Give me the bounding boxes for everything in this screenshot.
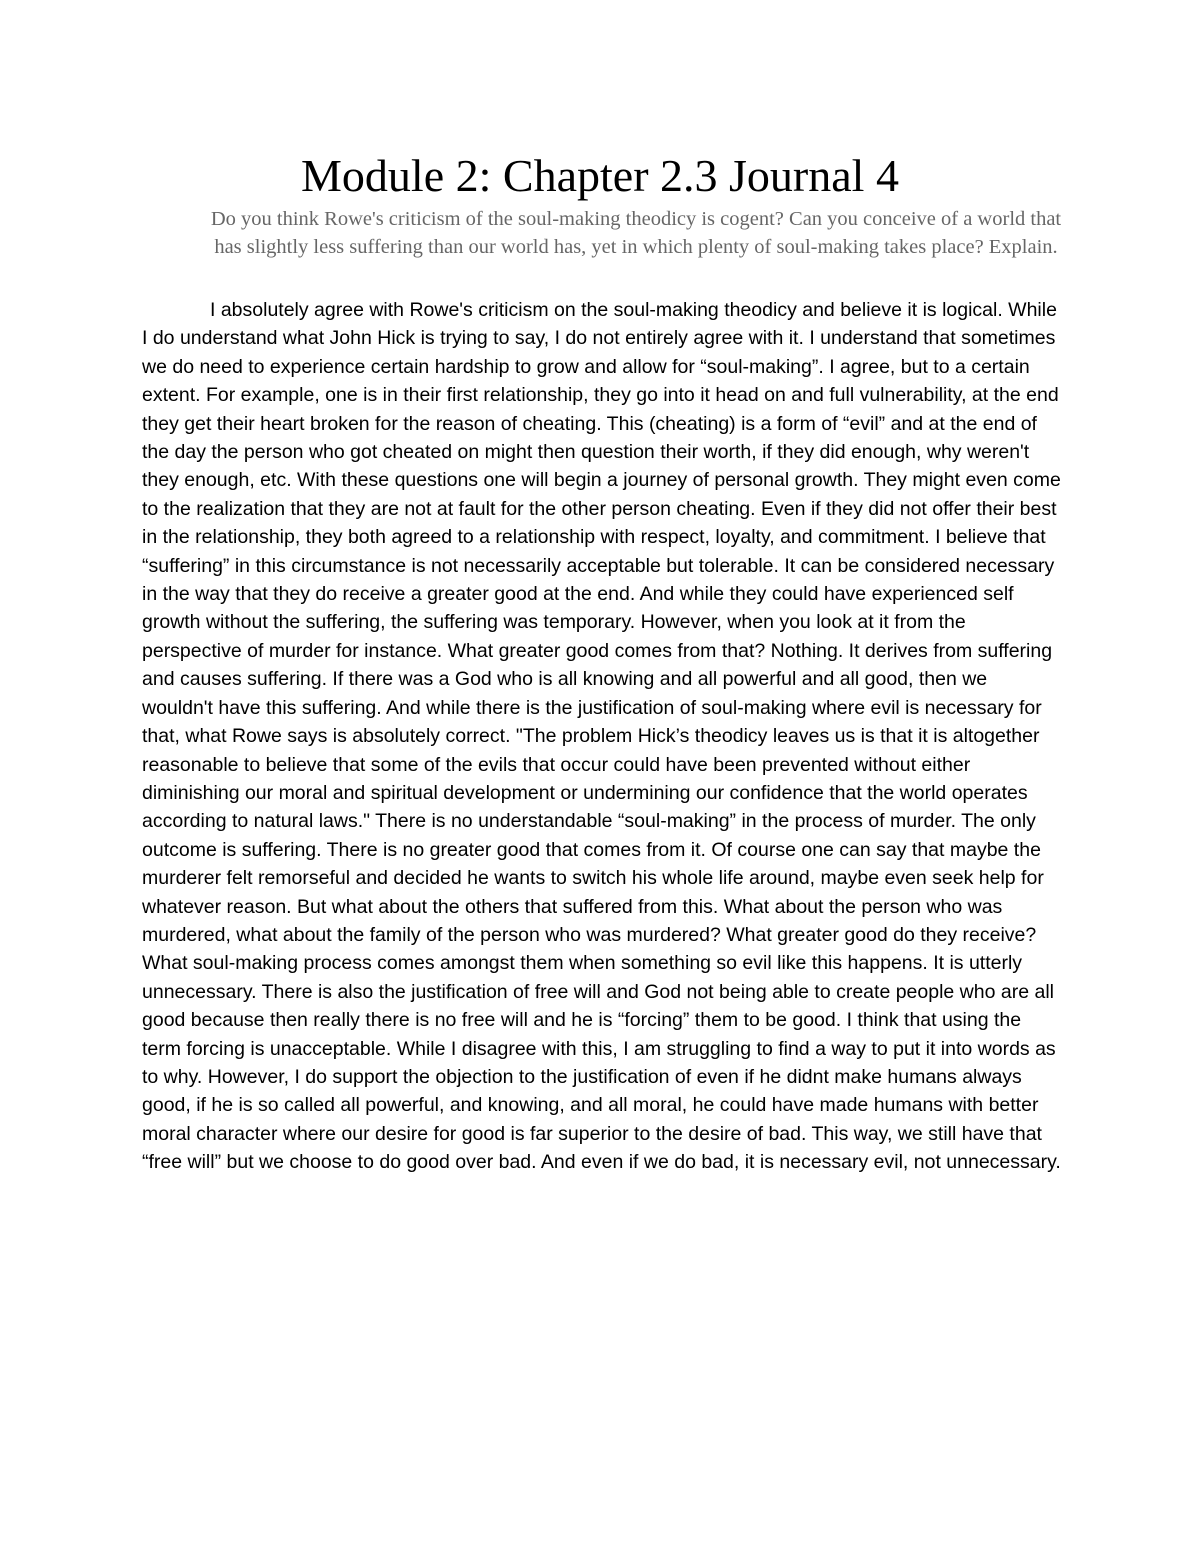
journal-prompt: Do you think Rowe's criticism of the soul-making theodicy is cogent? Can you conceive of a world that has slightly less suffering than our world has, yet in which plenty of soul-making takes place? Explain. bbox=[210, 208, 1062, 258]
journal-response-paragraph: I absolutely agree with Rowe's criticism on the soul-making theodicy and believe it is logical. While I do understand what John Hick is trying to say, I do not entirely agree with it. I understand that sometimes we do need to experience certain hardship to grow and allow for “soul-making”. I agree, but to a certain extent. For example, one is in their first relationship, they go into it head on and full vulnerability, at the end they get their heart broken for the reason of cheating. This (cheating) is a form of “evil” and at the end of the day the person who got cheated on might then question their worth, if they did enough, why weren't they enough, etc. With these questions one will begin a journey of personal growth. They might even come to the realization that they are not at fault for the other person cheating. Even if they did not offer their best in the relationship, they both agreed to a relationship with respect, loyalty, and commitment. I believe that “suffering” in this circumstance is not necessarily acceptable but tolerable. It can be considered necessary in the way that they do receive a greater good at the end. And while they could have experienced self growth without the suffering, the suffering was temporary. However, when you look at it from the perspective of murder for instance. What greater good comes from that? Nothing. It derives from suffering and causes suffering. If there was a God who is all knowing and all powerful and all good, then we wouldn't have this suffering. And while there is the justification of soul-making where evil is necessary for that, what Rowe says is absolutely correct. "The problem Hick’s theodicy leaves us is that it is altogether reasonable to believe that some of the evils that occur could have been prevented without either diminishing our moral and spiritual development or undermining our confidence that the world operates according to natural laws." There is no understandable “soul-making” in the process of murder. The only outcome is suffering. There is no greater good that comes from it. Of course one can say that maybe the murderer felt remorseful and decided he wants to switch his whole life around, maybe even seek help for whatever reason. But what about the others that suffered from this. What about the person who was murdered, what about the family of the person who was murdered? What greater good do they receive? What soul-making process comes amongst them when something so evil like this happens. It is utterly unnecessary. There is also the justification of free will and God not being able to create people who are all good because then really there is no free will and he is “forcing” them to be good. I think that using the term forcing is unacceptable. While I disagree with this, I am struggling to find a way to put it into words as to why. However, I do support the objection to the justification of even if he didnt make humans always good, if he is so called all powerful, and knowing, and all moral, he could have made humans with better moral character where our desire for good is far superior to the desire of bad. This way, we still have that “free will” but we choose to do good over bad. And even if we do bad, it is necessary evil, not unnecessary. bbox=[142, 299, 1061, 1174]
document-title: Module 2: Chapter 2.3 Journal 4 bbox=[301, 150, 899, 201]
